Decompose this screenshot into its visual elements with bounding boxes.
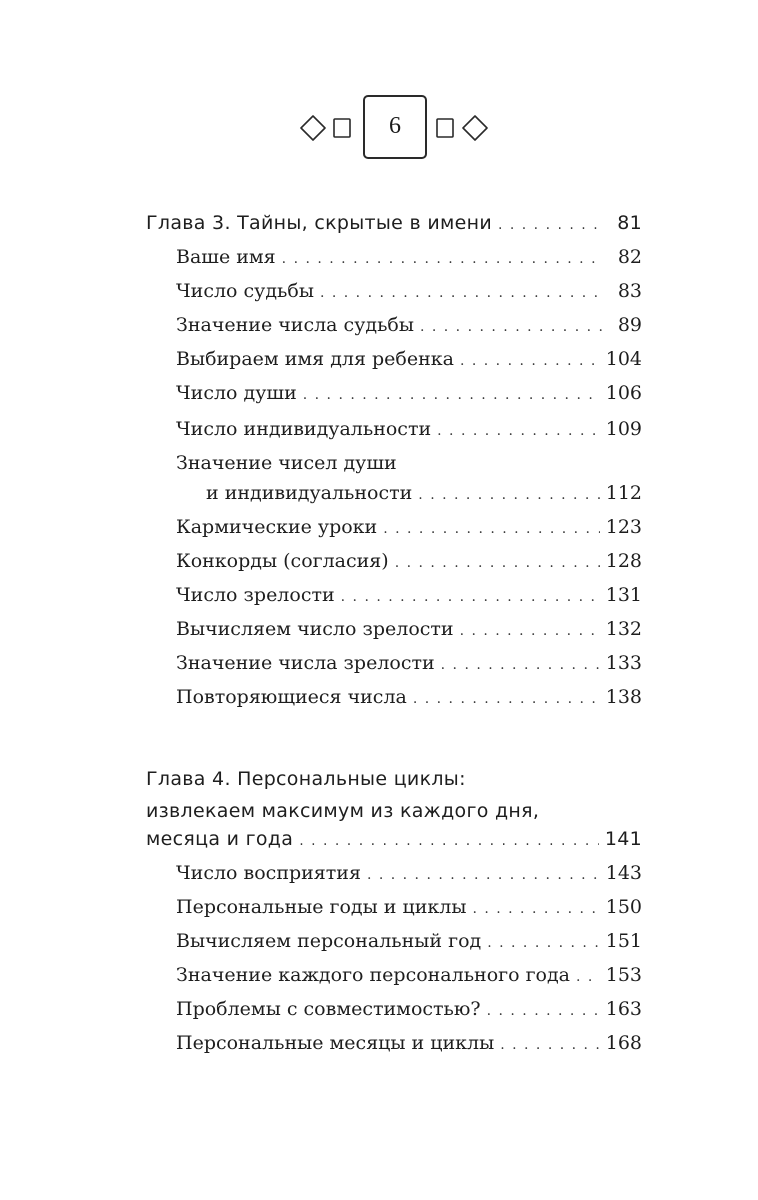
toc-entry-page: 89 [617, 314, 642, 336]
toc-entry-label: Число зрелости [176, 584, 335, 606]
toc-entry-label: Выбираем имя для ребенка [176, 348, 454, 370]
chapter-3-entry[interactable] [146, 212, 642, 236]
toc-entry[interactable] [176, 348, 642, 372]
toc-entry-label: Значение числа судьбы [176, 314, 414, 336]
page-number: 6 [389, 113, 401, 139]
dot-leader [472, 898, 599, 920]
toc-entry[interactable] [176, 418, 642, 442]
chapter-3-page: 81 [617, 212, 642, 234]
toc-entry-page: 128 [605, 550, 642, 572]
dot-leader [420, 316, 602, 338]
toc-entry-label-line1: Значение чисел души [176, 452, 397, 474]
toc-entry-page: 123 [605, 516, 642, 538]
toc-entry[interactable] [176, 382, 642, 406]
toc-entry[interactable] [176, 550, 642, 574]
dot-leader [282, 248, 602, 270]
chapter-4-page: 141 [604, 828, 642, 850]
toc-entry[interactable] [176, 246, 642, 270]
toc-entry-page: 133 [605, 652, 642, 674]
toc-entry[interactable] [176, 314, 642, 338]
toc-entry-label: Проблемы с совместимостью? [176, 998, 481, 1020]
toc-entry-label: Персональные месяцы и циклы [176, 1032, 495, 1054]
toc-entry-page: 112 [605, 482, 642, 504]
toc-entry-label: Число судьбы [176, 280, 314, 302]
dot-leader [500, 1034, 600, 1056]
dot-leader [341, 586, 600, 608]
toc-entry-page: 163 [605, 998, 642, 1020]
toc-entry[interactable] [176, 686, 642, 710]
toc-entry[interactable] [176, 652, 642, 676]
toc-entry[interactable] [176, 1032, 642, 1056]
toc-entry-label: Значение числа зрелости [176, 652, 435, 674]
toc-entry[interactable] [176, 280, 642, 304]
toc-entry-label: Число индивидуальности [176, 418, 432, 440]
dot-leader [367, 864, 600, 886]
toc-entry[interactable] [176, 896, 642, 920]
toc-entry[interactable] [176, 930, 642, 954]
toc-entry-page: 106 [605, 382, 642, 404]
toc-entry[interactable] [176, 862, 642, 886]
toc-entry-page: 153 [605, 964, 642, 986]
toc-entry[interactable] [176, 618, 642, 642]
chapter-4-entry[interactable] [146, 828, 642, 852]
toc-entry-page: 132 [605, 618, 642, 640]
chapter-4-title-line3: месяца и года [146, 828, 294, 850]
dot-leader [460, 350, 600, 372]
dot-leader [576, 966, 600, 988]
toc-entry[interactable] [206, 482, 642, 506]
dot-leader [441, 654, 600, 676]
toc-entry-page: 143 [605, 862, 642, 884]
dot-leader [498, 214, 602, 236]
toc-entry-page: 151 [605, 930, 642, 952]
toc-entry[interactable] [176, 584, 642, 608]
toc-entry[interactable] [176, 998, 642, 1022]
toc-entry-label: Ваше имя [176, 246, 276, 268]
dot-leader [383, 518, 600, 540]
toc-entry-label: Повторяющиеся числа [176, 686, 407, 708]
page-number-ornament [0, 90, 758, 170]
toc-entry-page: 131 [605, 584, 642, 606]
dot-leader [320, 282, 602, 304]
toc-entry-page: 109 [605, 418, 642, 440]
dot-leader [303, 384, 600, 406]
chapter-3-title: Глава 3. Тайны, скрытые в имени [146, 212, 492, 234]
toc-entry-page: 82 [617, 246, 642, 268]
dot-leader [437, 420, 600, 442]
toc-entry-page: 104 [605, 348, 642, 370]
toc-entry-label: Вычисляем персональный год [176, 930, 482, 952]
dot-leader [460, 620, 600, 642]
toc-entry-label: Персональные годы и циклы [176, 896, 467, 918]
toc-entry[interactable] [176, 964, 642, 988]
toc-entry-label: Число души [176, 382, 297, 404]
toc-entry-page: 168 [605, 1032, 642, 1054]
toc-entry-label: Кармические уроки [176, 516, 378, 538]
toc-entry-label: Конкорды (согласия) [176, 550, 389, 572]
toc-entry-label: Вычисляем число зрелости [176, 618, 454, 640]
chapter-4-title-line2: извлекаем максимум из каждого дня, [146, 800, 540, 822]
dot-leader [487, 1000, 600, 1022]
dot-leader [413, 688, 600, 710]
toc-entry-label: Значение каждого персонального года [176, 964, 571, 986]
toc-entry-page: 138 [605, 686, 642, 708]
toc-entry-page: 83 [617, 280, 642, 302]
dot-leader [487, 932, 600, 954]
dot-leader [418, 484, 599, 506]
dot-leader [395, 552, 600, 574]
chapter-4-title-line1: Глава 4. Персональные циклы: [146, 768, 466, 790]
dot-leader [299, 830, 599, 852]
toc-entry-page: 150 [605, 896, 642, 918]
toc-entry[interactable] [176, 516, 642, 540]
toc-entry-label-line2: и индивидуальности [206, 482, 413, 504]
toc-entry-label: Число восприятия [176, 862, 361, 884]
